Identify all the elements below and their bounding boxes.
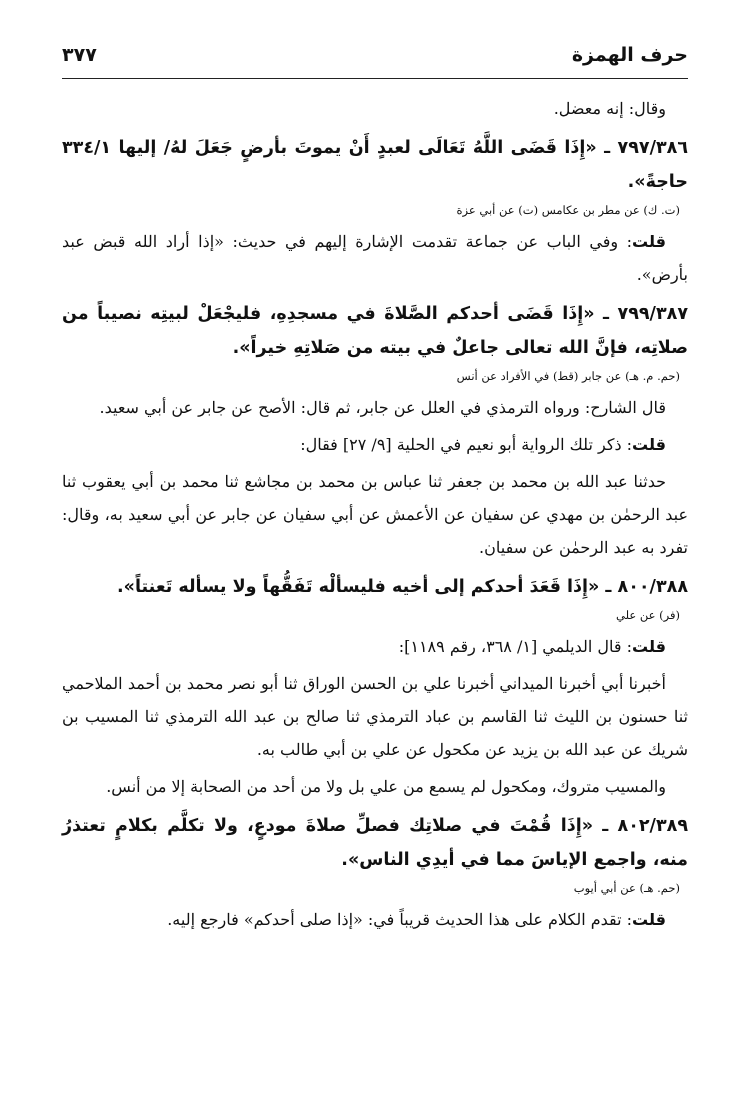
comment-label: قلت <box>632 637 666 656</box>
hadith-source: (ت. ك) عن مطر بن عكامس (ت) عن أبي عزة <box>456 203 680 217</box>
comment-text: : ذكر تلك الرواية أبو نعيم في الحلية [٩/ ٢٧] فقال: <box>300 435 633 454</box>
comment-paragraph <box>62 903 688 936</box>
hadith-source: (حم. هـ) عن أبي أيوب <box>573 881 680 895</box>
hadith-388 <box>62 570 688 604</box>
comment-paragraph <box>62 428 688 461</box>
page-header <box>62 38 688 79</box>
commentary-paragraph: قال الشارح: ورواه الترمذي في العلل عن جابر، ثم قال: الأصح عن جابر عن أبي سعيد. <box>99 398 666 417</box>
comment-paragraph <box>62 225 688 291</box>
hadith-text: «إِذَا قَضَى أحدكم الصَّلاةَ في مسجدِهِ، فليجْعَلْ لبيتِه نصيباً من صلاتِه، فإنَّ الله تعالى جاعلٌ في بيته من صَلاتِهِ خيراً». <box>62 304 688 358</box>
hadith-389 <box>62 809 688 877</box>
comment-label: قلت <box>632 910 666 929</box>
hadith-text: «إِذَا قَعَدَ أحدكم إلى أخيه فليسألْه تَفَقُّهاً ولا يسأله تَعنتاً». <box>117 577 600 597</box>
hadith-text: «إِذَا قُمْتَ في صلاتِك فصلِّ صلاةَ مودعٍ، ولا تكلَّم بكلامٍ تعتذرُ منه، واجمع الإياسَ مما في أيدِي الناس». <box>62 816 688 870</box>
hadith-source: (حم. م. هـ) عن جابر (قط) في الأفراد عن أنس <box>456 369 680 383</box>
isnad-paragraph: أخبرنا أبي أخبرنا الميداني أخبرنا علي بن الحسن الوراق ثنا أبو نصر محمد بن أحمد الملاحمي ثنا حسنون بن الليث ثنا القاسم بن عباد الترمذي ثنا صالح بن عبد الله الترمذي ثنا المسيب بن شريك عن عبد الله بن يزيد عن مكحول عن علي بن أبي طالب به. <box>62 674 688 759</box>
hadith-number: ٧٩٩/٣٨٧ ـ <box>594 304 688 324</box>
hadith-number: ٨٠٠/٣٨٨ ـ <box>599 577 688 597</box>
comment-label: قلت <box>632 232 666 251</box>
hadith-text: «إِذَا قَضَى اللَّهُ تَعَالَى لعبدٍ أَنْ يموتَ بأرضٍ جَعَلَ لهُ/ إليها ٣٣٤/١ حاجةً». <box>62 138 688 192</box>
page-content <box>62 92 688 940</box>
comment-text: : تقدم الكلام على هذا الحديث قريباً في: «إذا صلى أحدكم» فارجع إليه. <box>167 910 633 929</box>
page-number: ٣٧٧ <box>62 44 97 66</box>
hadith-number: ٧٩٧/٣٨٦ ـ <box>596 138 689 158</box>
intro-paragraph: وقال: إنه معضل. <box>553 99 666 118</box>
commentary-paragraph: والمسيب متروك، ومكحول لم يسمع من علي بل ولا من أحد من الصحابة إلا من أنس. <box>106 777 666 796</box>
comment-text: : وفي الباب عن جماعة تقدمت الإشارة إليهم في حديث: «إذا أراد الله قبض عبد بأرض». <box>62 232 688 284</box>
chapter-title: حرف الهمزة <box>571 44 688 66</box>
hadith-number: ٨٠٢/٣٨٩ ـ <box>593 816 688 836</box>
hadith-source: (فر) عن علي <box>616 608 680 622</box>
comment-label: قلت <box>632 435 666 454</box>
comment-text: : قال الديلمي [١/ ٣٦٨، رقم ١١٨٩]: <box>398 637 633 656</box>
hadith-386 <box>62 131 688 199</box>
hadith-387 <box>62 297 688 365</box>
comment-paragraph <box>62 630 688 663</box>
isnad-paragraph: حدثنا عبد الله بن محمد بن جعفر ثنا عباس بن محمد بن مجاشع ثنا محمد بن أبي يعقوب ثنا عبد الرحمٰن بن مهدي عن سفيان عن الأعمش عن أبي سفيان عن جابر عن أبي سعيد به، وقال: تفرد به عبد الرحمٰن عن سفيان. <box>62 472 688 557</box>
